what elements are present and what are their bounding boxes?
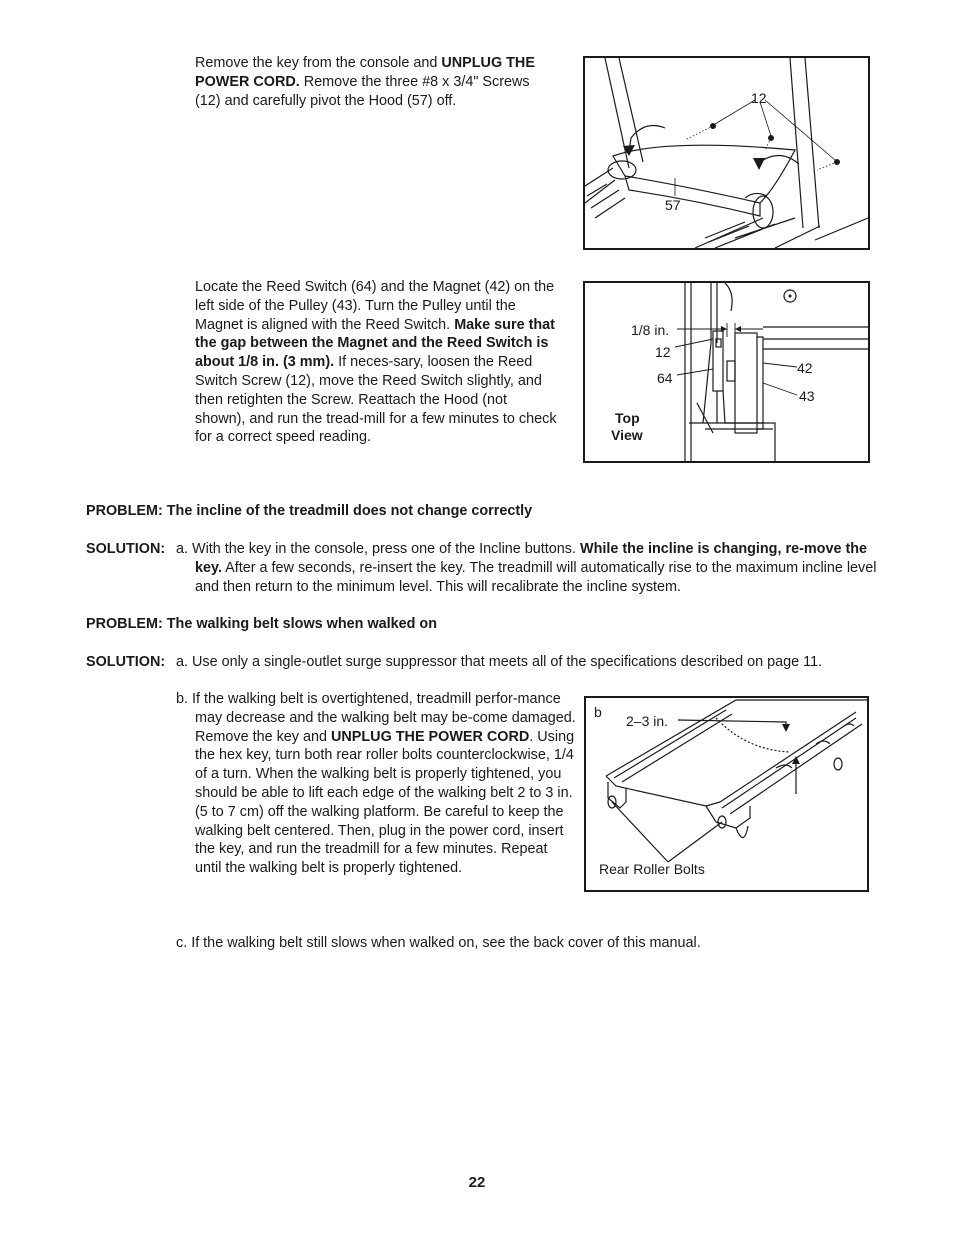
reed-switch-instructions: Locate the Reed Switch (64) and the Magnet (42) on the left side of the Pulley (43). Turn the Pulley until the Magnet is aligned with the Reed Switch. Make sure that the gap between the Magnet and the Reed Switch is about 1/8 in. (3 mm). If neces-sary, loosen the Reed Switch Screw (12), move the Reed Switch slightly, and then retighten the Screw. Reattach the Hood (not shown), and run the tread-mill for a few minutes to check for a correct speed reading.: [195, 279, 557, 446]
hood-removal-figure: [583, 56, 870, 250]
top-view-label-line2: View: [611, 427, 643, 443]
belt-tension-figure: [584, 696, 869, 892]
screw-callout-label: 12: [655, 344, 671, 360]
hood-removal-illustration: [585, 58, 868, 248]
solution-belt-step-b: b. If the walking belt is overtightened, treadmill perfor-mance may decrease and the walking belt may be-come damaged. Remove the key and UNPLUG THE POWER CORD. Using the hex key, turn both rear roller bolts counterclockwise, 1/4 of a turn. When the walking belt is properly tightened, you should be able to lift each edge of the walking belt 2 to 3 in. (5 to 7 cm) off the walking platform. Be careful to keep the walking belt centered. Then, plug in the power cord, insert the key, and run the treadmill for a few minutes. Repeat until the walking belt is properly tightened.: [176, 691, 576, 877]
solution-belt-step-a: a. Use only a single-outlet surge suppressor that meets all of the specifications described on page 11.: [176, 654, 823, 670]
reed-switch-figure: [583, 281, 870, 463]
screw-callout-label: 12: [751, 90, 767, 106]
gap-callout-label: 1/8 in.: [631, 322, 670, 338]
top-view-label-line1: Top: [615, 410, 640, 426]
rear-roller-bolts-label: Rear Roller Bolts: [599, 861, 705, 877]
problem-incline-heading: PROBLEM: The incline of the treadmill does not change correctly: [86, 503, 533, 519]
magnet-callout-label: 42: [797, 360, 813, 376]
belt-tension-illustration: [586, 698, 867, 890]
figure-letter-b: b: [594, 704, 602, 720]
solution-incline-step-a: a. With the key in the console, press one of the Incline buttons. While the incline is changing, re-move the key. After a few seconds, re-insert the key. The treadmill will automatically rise to the maximum incline level and then return to the minimum level. This will recalibrate the incline system.: [176, 541, 877, 595]
page-number: 22: [468, 1174, 486, 1191]
hood-callout-label: 57: [665, 197, 681, 213]
hood-removal-instructions: Remove the key from the console and UNPLUG THE POWER CORD. Remove the three #8 x 3/4" Screws (12) and carefully pivot the Hood (57) off.: [195, 55, 535, 109]
solution-label: SOLUTION:: [86, 654, 166, 670]
reed-switch-callout-label: 64: [657, 370, 673, 386]
solution-belt-step-c: c. If the walking belt still slows when walked on, see the back cover of this manual.: [176, 935, 701, 951]
problem-belt-heading: PROBLEM: The walking belt slows when walked on: [86, 616, 438, 632]
lift-distance-label: 2–3 in.: [626, 713, 669, 729]
reed-switch-illustration: [585, 283, 868, 461]
pulley-callout-label: 43: [799, 388, 815, 404]
solution-label: SOLUTION:: [86, 541, 166, 557]
